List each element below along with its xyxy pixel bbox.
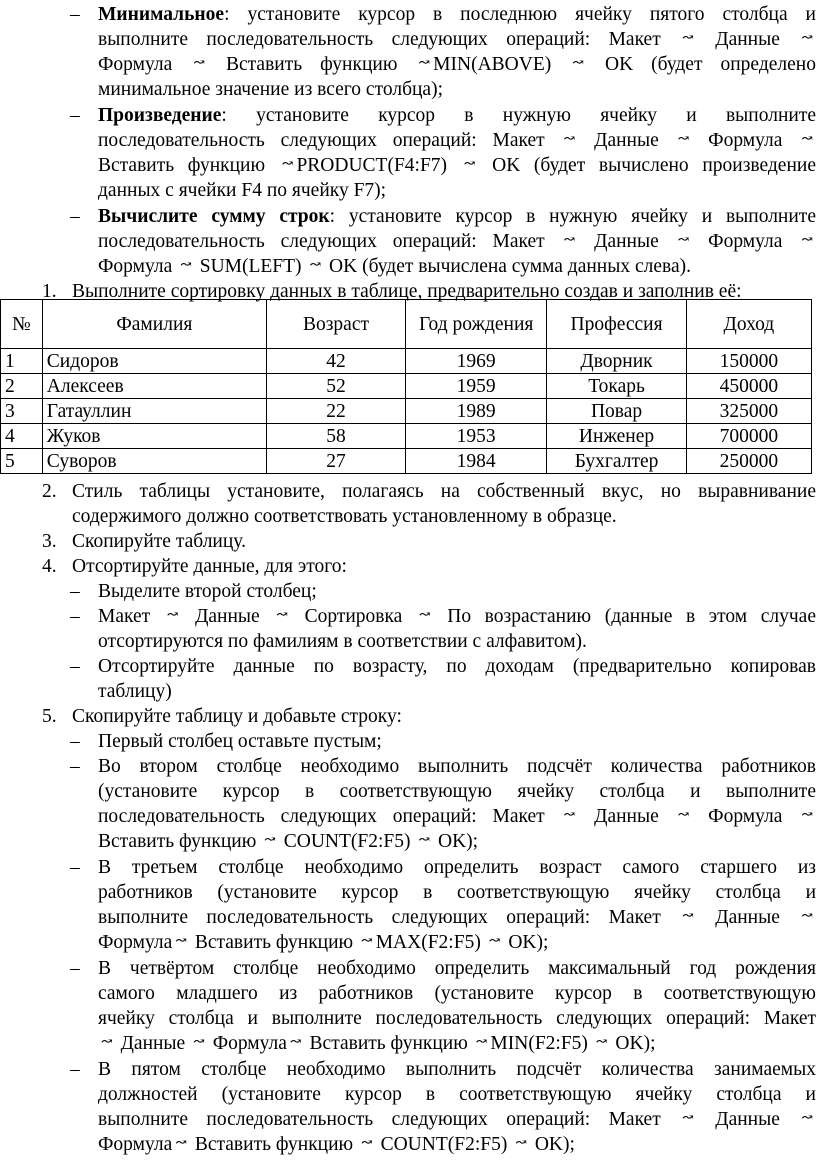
step-text: Отсортируйте данные, для этого: (72, 556, 347, 577)
step-number: 1. (42, 281, 57, 302)
cell-birth-year: 1989 (406, 399, 547, 424)
cell-age: 22 (266, 399, 405, 424)
cell-income: 150000 (686, 349, 811, 374)
step-number: 5. (42, 706, 57, 727)
dash-marker: – (70, 857, 80, 878)
dash-marker: – (70, 756, 80, 777)
step-5 (0, 704, 816, 729)
bullet-product (0, 103, 816, 203)
dash-marker: – (70, 1059, 80, 1080)
table-row (1, 374, 812, 399)
cell-age: 27 (266, 449, 405, 474)
cell-profession: Бухгалтер (547, 449, 686, 474)
cell-birth-year: 1959 (406, 374, 547, 399)
bullet-select-column (0, 579, 816, 604)
bullet-text: Во втором столбце необходимо выполнить подсчёт количества работников (установите курсор в соответствующую ячейку столбца и выполните последовательность следующих операций: Макет ↝ Данные ↝ Формула ↝ Вставить функцию ↝ COUNT(F2:F5) ↝ OK); (98, 756, 816, 852)
bullet-fourth-column (0, 956, 816, 1056)
cell-profession: Токарь (547, 374, 686, 399)
step-text: Скопируйте таблицу. (72, 531, 246, 552)
bullet-sort-steps (0, 604, 816, 654)
cell-surname: Гатауллин (42, 399, 266, 424)
bullet-text: Первый столбец оставьте пустым; (98, 731, 382, 752)
dash-marker: – (70, 206, 80, 227)
step-text: Стиль таблицы установите, полагаясь на собственный вкус, но выравнивание содержимого должно соответствовать установленному в образце. (72, 481, 816, 527)
bullet-text: В пятом столбце необходимо выполнить подсчёт количества занимаемых должностей (установите курсор в соответствующую ячейку столбца и выполните последовательность следующих операций: Макет ↝ Данные ↝ Формула ↝ Вставить функцию ↝ COUNT(F2:F5) ↝ OK); (98, 1059, 816, 1155)
cell-age: 42 (266, 349, 405, 374)
bullet-sort-age-income (0, 654, 816, 704)
cell-number: 2 (1, 374, 43, 399)
bullet-text: В третьем столбце необходимо определить возраст самого старшего из работников (установите курсор в соответствующую ячейку столбца и выполните последовательность следующих операций: Макет ↝ Данные ↝ Формула ↝ Вставить функцию ↝ MAX(F2:F5) ↝ OK); (98, 857, 816, 953)
table-header-row (1, 300, 812, 349)
cell-surname: Жуков (42, 424, 266, 449)
cell-number: 5 (1, 449, 43, 474)
step-4 (0, 554, 816, 579)
cell-income: 700000 (686, 424, 811, 449)
header-age: Возраст (266, 300, 405, 349)
header-birth-year: Год рождения (406, 300, 547, 349)
cell-income: 450000 (686, 374, 811, 399)
step-number: 4. (42, 556, 57, 577)
dash-marker: – (70, 581, 80, 602)
bullet-third-column (0, 855, 816, 955)
header-number: № (1, 300, 43, 349)
cell-number: 1 (1, 349, 43, 374)
bullet-text: В четвёртом столбце необходимо определить максимальный год рождения самого младшего из работников (установите курсор в соответствующую ячейку столбца и выполните последовательность следующих операций: Макет ↝ Данные ↝ Формула ↝ Вставить функцию ↝ MIN(F2:F5) ↝ OK); (98, 958, 816, 1054)
table-row (1, 399, 812, 424)
bullet-text: Минимальное: установите курсор в последнюю ячейку пятого столбца и выполните последовательность следующих операций: Макет ↝ Данные ↝ Формула ↝ Вставить функцию ↝ MIN(ABOVE) ↝ OK (будет определено минимальное значение из всего столбца); (98, 4, 816, 100)
header-income: Доход (686, 300, 811, 349)
step-text: Скопируйте таблицу и добавьте строку: (72, 706, 402, 727)
bullet-first-column (0, 729, 816, 754)
cell-income: 325000 (686, 399, 811, 424)
cell-profession: Повар (547, 399, 686, 424)
step-2 (0, 479, 816, 529)
table-row (1, 349, 812, 374)
cell-number: 3 (1, 399, 43, 424)
bullet-fifth-column (0, 1057, 816, 1157)
step-number: 2. (42, 481, 57, 502)
cell-surname: Сидоров (42, 349, 266, 374)
bullet-text: Макет ↝ Данные ↝ Сортировка ↝ По возрастанию (данные в этом случае отсортируются по фамилиям в соответствии с алфавитом). (98, 606, 816, 652)
bullet-text: Выделите второй столбец; (98, 581, 317, 602)
bullet-minimum (0, 2, 816, 102)
cell-profession: Дворник (547, 349, 686, 374)
cell-profession: Инженер (547, 424, 686, 449)
cell-age: 52 (266, 374, 405, 399)
dash-marker: – (70, 4, 80, 25)
cell-birth-year: 1969 (406, 349, 547, 374)
table-row (1, 449, 812, 474)
bullet-second-column (0, 754, 816, 854)
cell-birth-year: 1984 (406, 449, 547, 474)
cell-age: 58 (266, 424, 405, 449)
dash-marker: – (70, 958, 80, 979)
header-profession: Профессия (547, 300, 686, 349)
cell-surname: Суворов (42, 449, 266, 474)
dash-marker: – (70, 731, 80, 752)
employees-table (0, 299, 812, 474)
step-text: Выполните сортировку данных в таблице, предварительно создав и заполнив её: (72, 281, 742, 302)
cell-number: 4 (1, 424, 43, 449)
cell-income: 250000 (686, 449, 811, 474)
bullet-text: Вычислите сумму строк: установите курсор в нужную ячейку и выполните последовательность следующих операций: Макет ↝ Данные ↝ Формула ↝ Формула ↝ SUM(LEFT) ↝ OK (будет вычислена сумма данных слева). (98, 206, 816, 277)
step-3 (0, 529, 816, 554)
dash-marker: – (70, 105, 80, 126)
table-row (1, 424, 812, 449)
bullet-text: Отсортируйте данные по возрасту, по доходам (предварительно копировав таблицу) (98, 656, 816, 702)
dash-marker: – (70, 606, 80, 627)
step-number: 3. (42, 531, 57, 552)
cell-birth-year: 1953 (406, 424, 547, 449)
cell-surname: Алексеев (42, 374, 266, 399)
header-surname: Фамилия (42, 300, 266, 349)
bullet-row-sum (0, 204, 816, 279)
dash-marker: – (70, 656, 80, 677)
bullet-text: Произведение: установите курсор в нужную ячейку и выполните последовательность следующих операций: Макет ↝ Данные ↝ Формула ↝ Вставить функцию ↝ PRODUCT(F4:F7) ↝ OK (будет вычислено произведение данных с ячейки F4 по ячейку F7); (98, 105, 816, 201)
